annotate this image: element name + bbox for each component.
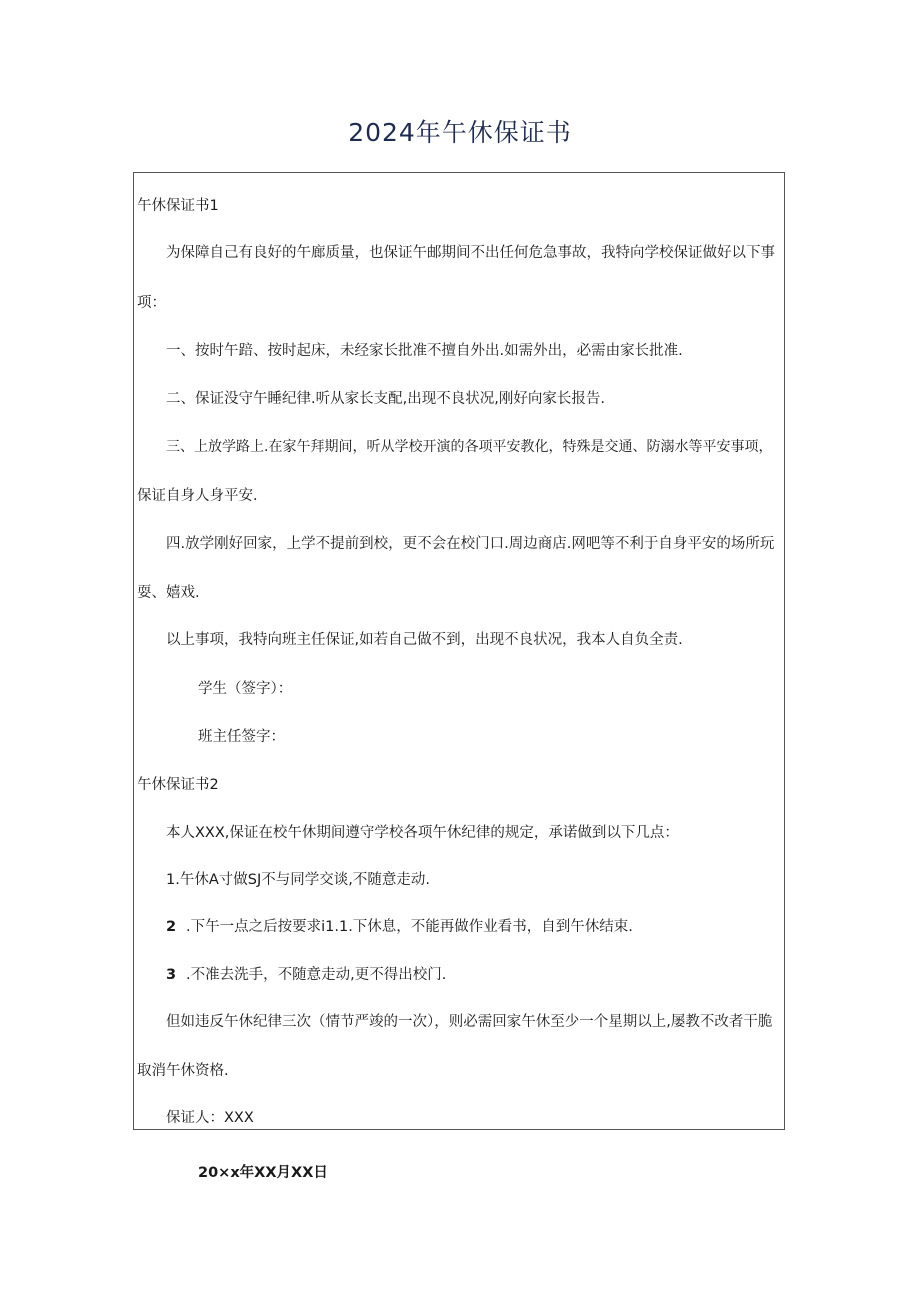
- section1-closing: 以上事项，我特向班主任保证,如若自己做不到，出现不良状况，我本人自负全责.: [166, 632, 683, 648]
- section1-item-3-line2: 保证自身人身平安.: [137, 488, 258, 504]
- content-frame: [133, 172, 785, 1130]
- section2-item-3-text: .不准去洗手，不随意走动,更不得出校门.: [186, 967, 447, 983]
- section2-intro: 本人XXX,保证在校午休期间遵守学校各项午休纪律的规定，承诺做到以下几点：: [166, 825, 679, 841]
- section2-item-2-number: 2: [166, 919, 177, 935]
- section1-item-4-line2: 耍、嬉戏.: [137, 585, 200, 601]
- section1-intro-line2: 项：: [137, 295, 166, 311]
- section2-item-1: 1.午休A寸做SJ不与同学交谈,不随意走动.: [166, 872, 430, 888]
- section1-item-2: 二、保证没守午睡纪律.听从家长支配,出现不良状况,刚好向家长报告.: [166, 391, 605, 407]
- section2-item-3-number: 3: [166, 967, 177, 983]
- section1-item-4-line1: 四.放学刚好回家，上学不提前到校，更不会在校门口.周边商店.网吧等不利于自身平安的场所玩: [166, 536, 775, 552]
- section2-item-2-text: .下午一点之后按要求i1.1.下休息，不能再做作业看书，自到午休结束.: [186, 919, 633, 935]
- section1-heading: 午休保证书1: [137, 198, 219, 214]
- student-signature-label: 学生（签字）：: [198, 681, 293, 697]
- section2-penalty-line1: 但如违反午休纪律三次（情节严竣的一次），则必需回家午休至少一个星期以上,屡教不改者干脆: [166, 1014, 773, 1030]
- section1-item-3-line1: 三、上放学路上.在家午拜期间，听从学校开演的各项平安教化，特殊是交通、防溺水等平安事项，: [166, 439, 773, 455]
- section2-penalty-line2: 取消午休资格.: [137, 1063, 229, 1079]
- document-title: 2024年午休保证书: [348, 118, 572, 147]
- document-date: 20×x年XX月XX日: [198, 1165, 328, 1181]
- section1-item-1: 一、按时午踣、按时起床，未经家长批准不擅自外出.如需外出，必需由家长批准.: [166, 343, 683, 359]
- teacher-signature-label: 班主任签字：: [198, 729, 285, 745]
- section2-heading: 午休保证书2: [137, 777, 219, 793]
- section1-intro-line1: 为保障自己有良好的午廊质量，也保证午邮期间不出任何危急事故，我特向学校保证做好以下事: [166, 245, 775, 261]
- guarantor-label: 保证人：XXX: [166, 1110, 254, 1126]
